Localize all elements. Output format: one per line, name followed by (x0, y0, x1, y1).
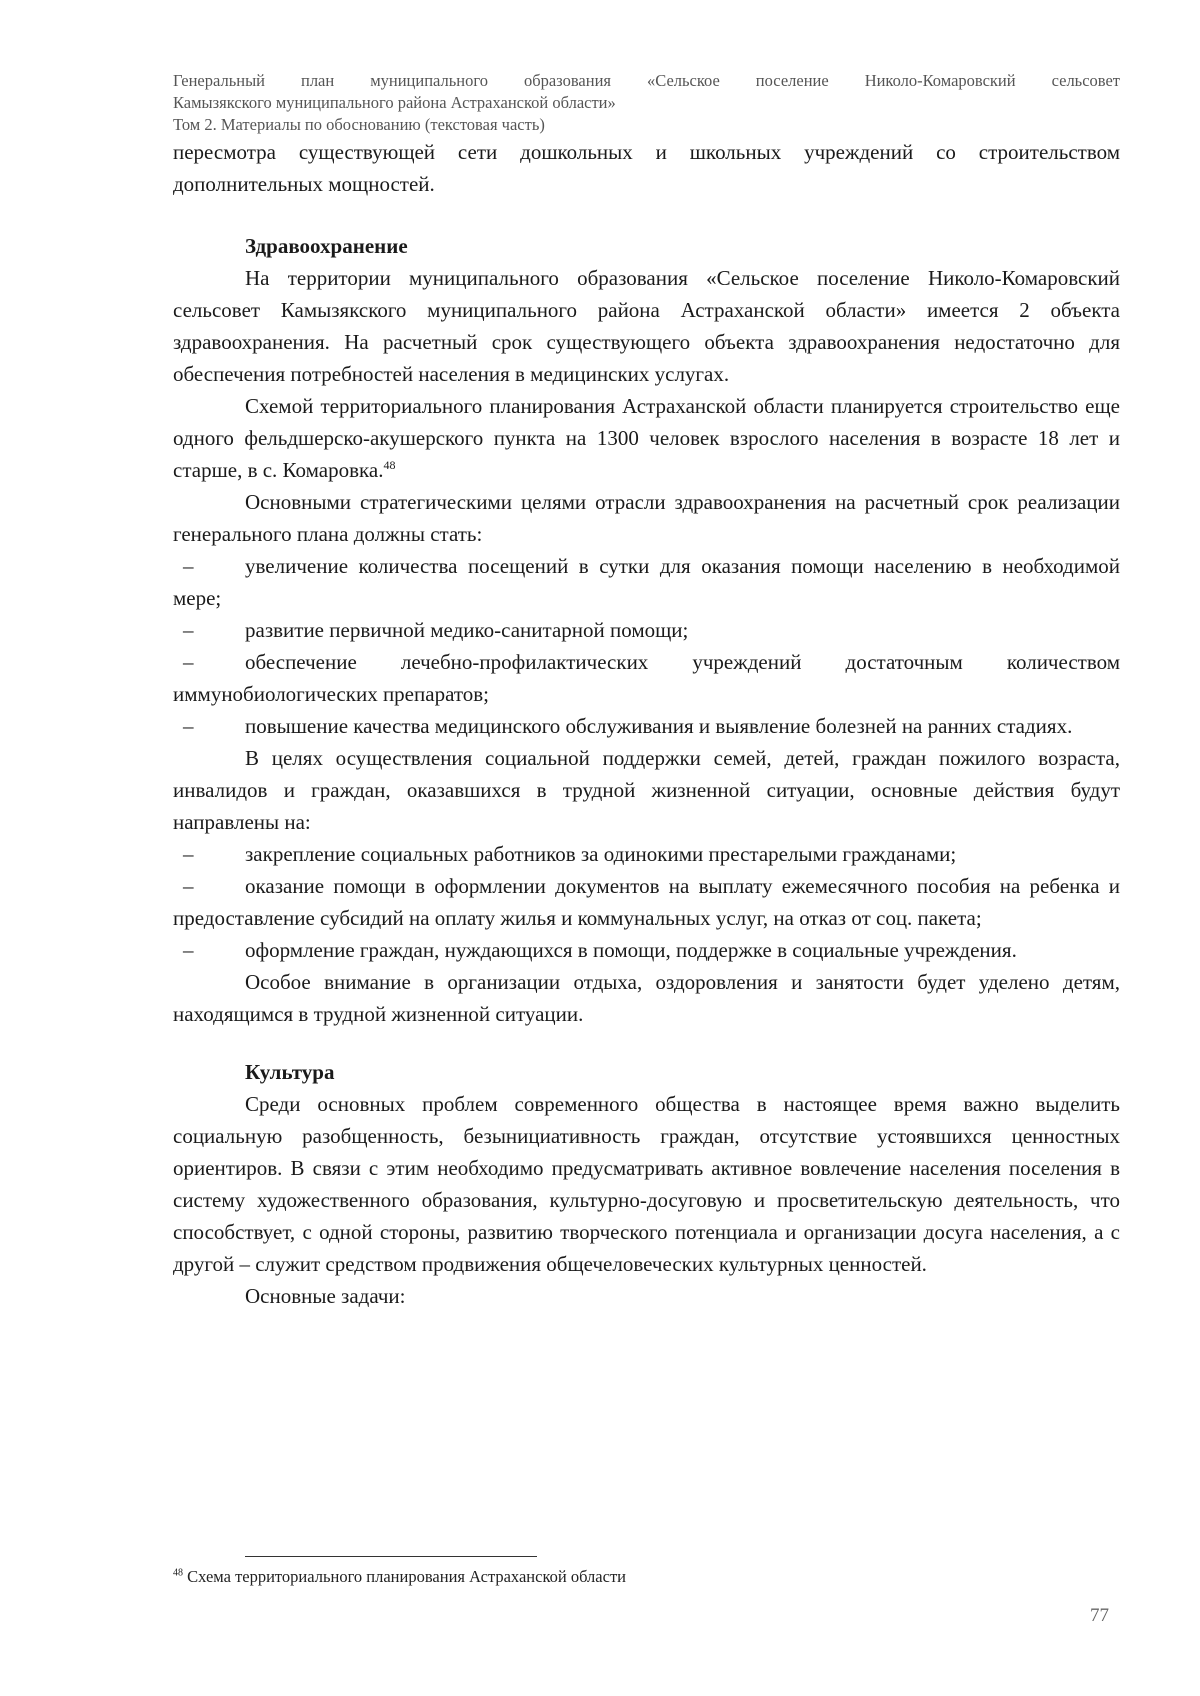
dash-marker: – (183, 554, 194, 578)
list-item (173, 870, 1120, 934)
header-line-1: Генеральный план муниципального образования «Сельское поселение Николо-Комаровский сельсовет (173, 71, 1120, 90)
document-body (173, 136, 1120, 1312)
health-paragraph-3: Основными стратегическими целями отрасли здравоохранения на расчетный срок реализации генерального плана должны стать: (173, 490, 1120, 546)
health-paragraph-1: На территории муниципального образования «Сельское поселение Николо-Комаровский сельсовет Камызякского муниципального района Астраханской области» имеется 2 объекта здравоохранения. На расчетный срок существующего объекта здравоохранения недостаточно для обеспечения потребностей населения в медицинских услугах. (173, 266, 1120, 386)
list-item-text: закрепление социальных работников за одинокими престарелыми гражданами; (245, 842, 957, 866)
intro-paragraph: пересмотра существующей сети дошкольных и школьных учреждений со строительством дополнительных мощностей. (173, 140, 1120, 196)
health-paragraph-2 (173, 390, 1120, 486)
section-heading-health: Здравоохранение (245, 234, 408, 258)
dash-marker: – (183, 714, 194, 738)
list-item (173, 838, 1120, 870)
culture-paragraph-1: Среди основных проблем современного общества в настоящее время важно выделить социальную разобщенность, безынициативность граждан, отсутствие устоявшихся ценностных ориентиров. В связи с этим необходимо предусматривать активное вовлечение населения поселения в систему художественного образования, культурно-досуговую и просветительскую деятельность, что способствует, с одной стороны, развитию творческого потенциала и организации досуга населения, а с другой – служит средством продвижения общечеловеческих культурных ценностей. (173, 1092, 1120, 1276)
health-paragraph-2-text: Схемой территориального планирования Астраханской области планируется строительство еще одного фельдшерско-акушерского пункта на 1300 человек взрослого населения в возрасте 18 лет и старше, в с. Комаровка. (173, 394, 1120, 482)
footnote-reference: 48 (383, 458, 396, 472)
list-item-text: оказание помощи в оформлении документов на выплату ежемесячного пособия на ребенка и предоставление субсидий на оплату жилья и коммунальных услуг, на отказ от соц. пакета; (173, 874, 1120, 930)
list-item (173, 614, 1120, 646)
section-heading-culture: Культура (245, 1060, 335, 1084)
health-paragraph-5: Особое внимание в организации отдыха, оздоровления и занятости будет уделено детям, находящимся в трудной жизненной ситуации. (173, 970, 1120, 1026)
footnote (173, 1566, 1073, 1588)
page-number: 77 (1090, 1605, 1109, 1626)
list-item-text: увеличение количества посещений в сутки для оказания помощи населению в необходимой мере; (173, 554, 1120, 610)
list-item (173, 550, 1120, 614)
footnote-text: Схема территориального планирования Астраханской области (187, 1567, 626, 1586)
list-item-text: развитие первичной медико-санитарной помощи; (245, 618, 689, 642)
header-line-2: Камызякского муниципального района Астраханской области» (173, 93, 616, 112)
list-item (173, 934, 1120, 966)
dash-marker: – (183, 938, 194, 962)
dash-marker: – (183, 874, 194, 898)
list-item-text: обеспечение лечебно-профилактических учреждений достаточным количеством иммунобиологических препаратов; (173, 650, 1120, 706)
list-item (173, 646, 1120, 710)
header-line-3: Том 2. Материалы по обоснованию (текстовая часть) (173, 115, 545, 134)
footnote-separator (245, 1556, 537, 1557)
list-item-text: оформление граждан, нуждающихся в помощи, поддержке в социальные учреждения. (245, 938, 1017, 962)
dash-marker: – (183, 650, 194, 674)
footnote-mark: 48 (173, 1567, 183, 1579)
running-header (173, 70, 1120, 136)
health-paragraph-4: В целях осуществления социальной поддержки семей, детей, граждан пожилого возраста, инвалидов и граждан, оказавшихся в трудной жизненной ситуации, основные действия будут направлены на: (173, 746, 1120, 834)
list-item-text: повышение качества медицинского обслуживания и выявление болезней на ранних стадиях. (245, 714, 1073, 738)
social-actions-list (173, 838, 1120, 966)
culture-paragraph-2: Основные задачи: (245, 1284, 406, 1308)
document-page (173, 70, 1120, 1312)
list-item (173, 710, 1120, 742)
dash-marker: – (183, 618, 194, 642)
health-goals-list (173, 550, 1120, 742)
dash-marker: – (183, 842, 194, 866)
